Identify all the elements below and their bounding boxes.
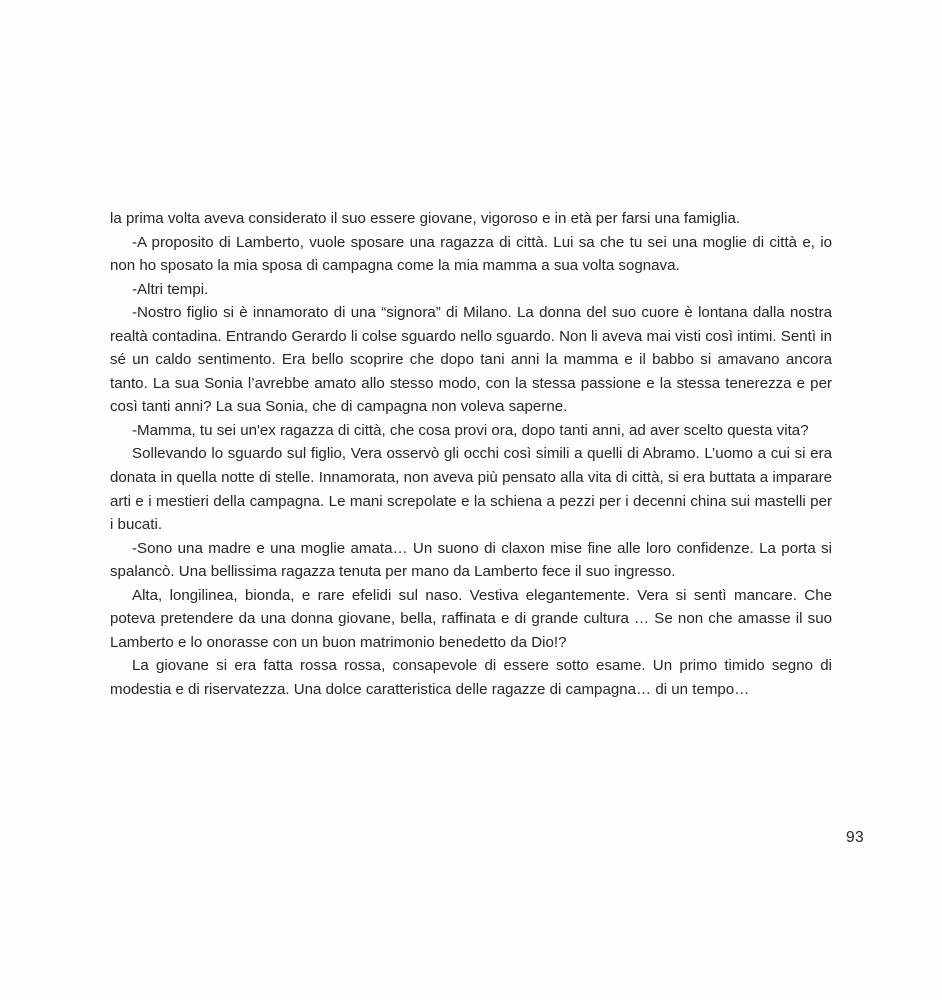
paragraph: -Sono una madre e una moglie amata… Un suono di claxon mise fine alle loro confidenze. La porta si spalancò. Una bellissima ragazza tenuta per mano da Lamberto fece il suo ingresso.: [110, 539, 832, 581]
paragraph: la prima volta aveva considerato il suo essere giovane, vigoroso e in età per farsi una famiglia.: [110, 210, 741, 227]
paragraph: Sollevando lo sguardo sul figlio, Vera osservò gli occhi così simili a quelli di Abramo. L’uomo a cui si era donata in quella notte di stelle. Innamorata, non aveva più pensato alla vita di città, si era buttata a imparare arti e i mestieri della campagna. Le mani screpolate e la schiena a pezzi per i decenni china sui mastelli per i bucati.: [110, 445, 832, 534]
page-body-text: [110, 207, 832, 701]
page-number: 93: [846, 829, 864, 846]
paragraph: -Altri tempi.: [132, 280, 209, 298]
paragraph: -Mamma, tu sei un'ex ragazza di città, che cosa provi ora, dopo tanti anni, ad aver scelto questa vita?: [132, 421, 809, 439]
paragraph: La giovane si era fatta rossa rossa, consapevole di essere sotto esame. Un primo timido segno di modestia e di riservatezza. Una dolce caratteristica delle ragazze di campagna… di un tempo…: [110, 657, 832, 698]
paragraph: -Nostro figlio si è innamorato di una “signora” di Milano. La donna del suo cuore è lontana dalla nostra realtà contadina. Entrando Gerardo li colse sguardo nello sguardo. Non li aveva mai visti così intimi. Sentì in sé un caldo sentimento. Era bello scoprire che dopo tani anni la mamma e il babbo si amavano ancora tanto. La sua Sonia l’avrebbe amato allo stesso modo, con la stessa passione e la stessa tenerezza e per così tanti anni? La sua Sonia, che di campagna non voleva saperne.: [110, 304, 832, 416]
paragraph: -A proposito di Lamberto, vuole sposare una ragazza di città. Lui sa che tu sei una moglie di città e, io non ho sposato la mia sposa di campagna come la mia mamma a sua volta sognava.: [110, 233, 832, 275]
paragraph: Alta, longilinea, bionda, e rare efelidi sul naso. Vestiva elegantemente. Vera si sentì mancare. Che poteva pretendere da una donna giovane, bella, raffinata e di grande cultura … Se non che amasse il suo Lamberto e lo onorasse con un buon matrimonio benedetto da Dio!?: [110, 586, 832, 651]
